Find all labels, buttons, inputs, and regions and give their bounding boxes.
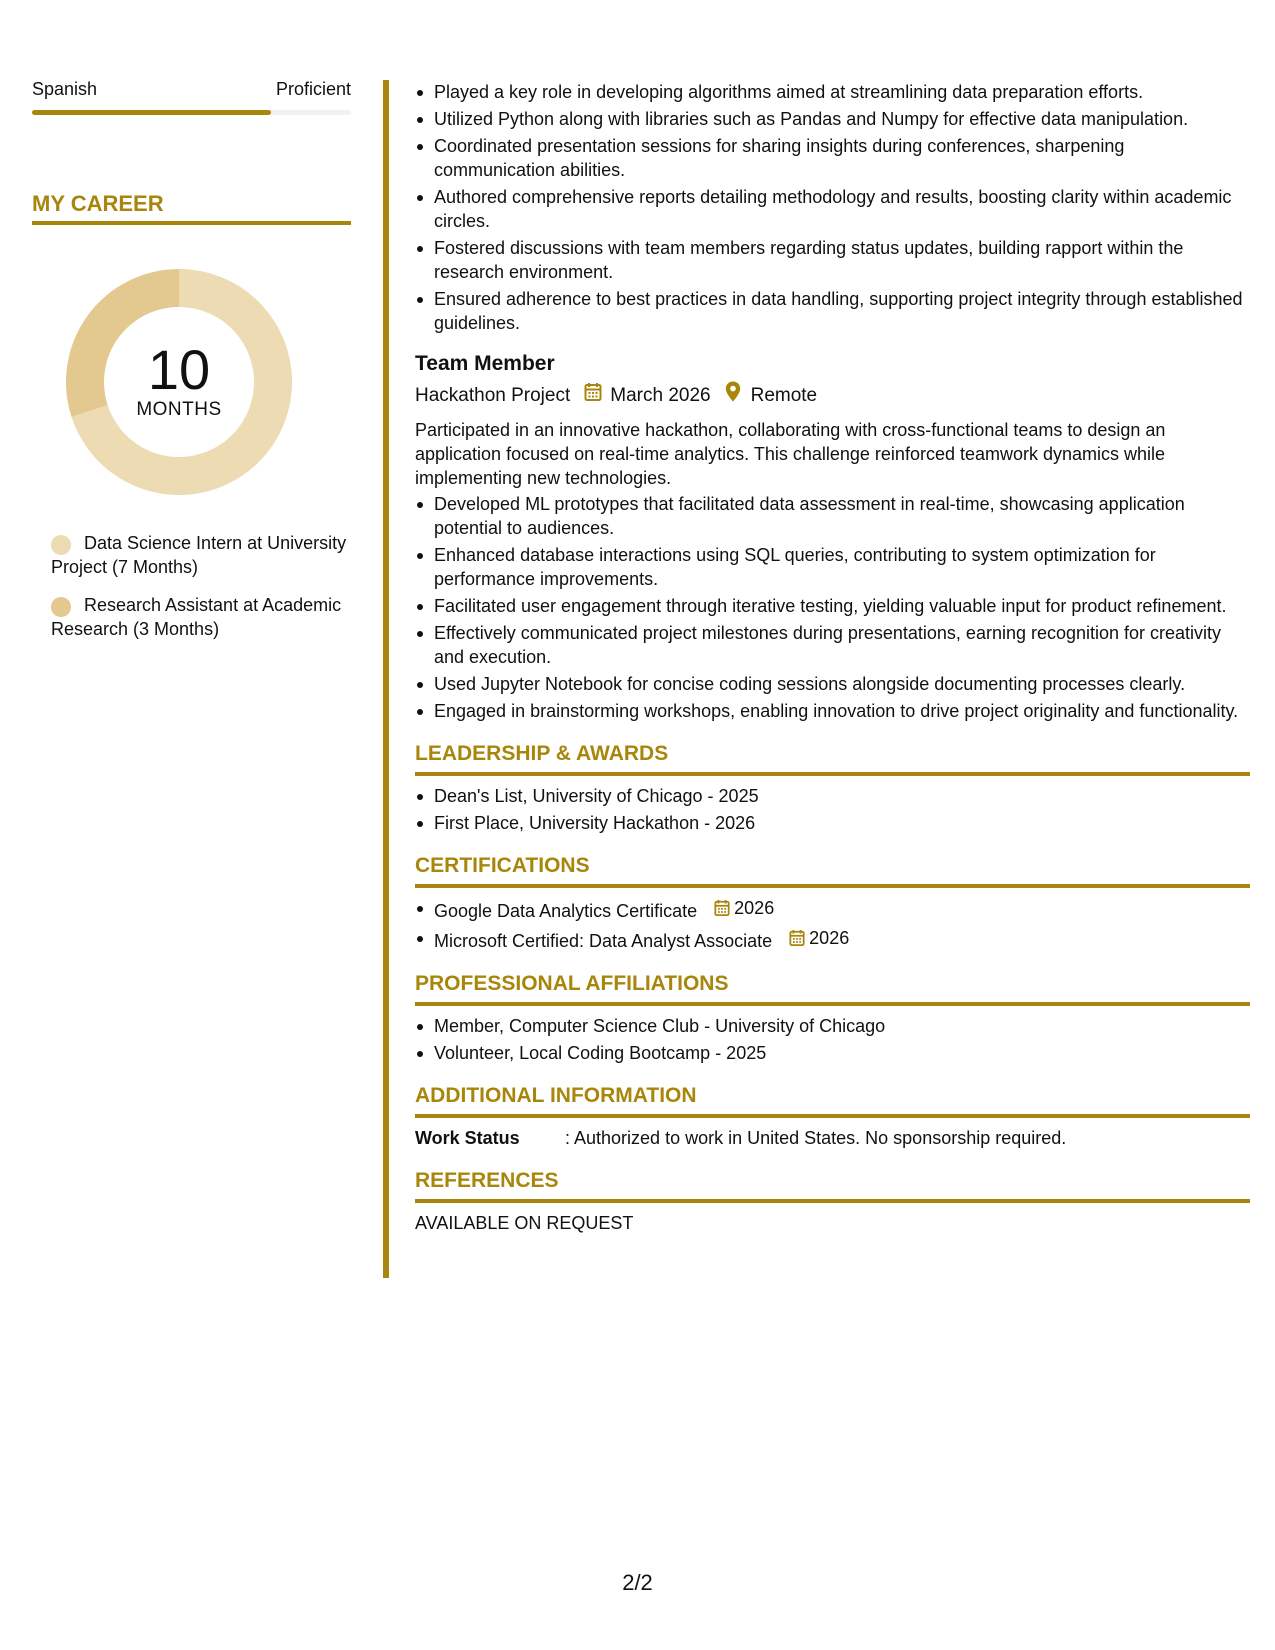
list-item: Ensured adherence to best practices in data handling, supporting project integrity through established guidelines. <box>434 287 1250 335</box>
language-row <box>32 78 351 100</box>
legend-item <box>51 593 351 641</box>
job-title: Team Member <box>415 352 555 375</box>
calendar-icon <box>584 382 602 410</box>
list-item: Effectively communicated project milestones during presentations, earning recognition for creativity and execution. <box>434 621 1250 669</box>
references-text: AVAILABLE ON REQUEST <box>415 1213 634 1233</box>
donut-center <box>66 338 292 421</box>
job-company: Hackathon Project <box>415 384 571 406</box>
legend-item <box>51 531 351 579</box>
list-item: Facilitated user engagement through iterative testing, yielding valuable input for product refinement. <box>434 594 1250 618</box>
cert-name: Microsoft Certified: Data Analyst Associate <box>434 931 773 951</box>
list-item <box>434 896 1250 923</box>
career-donut <box>66 269 292 495</box>
section-title-leadership: LEADERSHIP & AWARDS <box>415 741 1250 776</box>
job-description: Participated in an innovative hackathon, collaborating with cross-functional teams to design an application focused on real-time analytics. This challenge reinforced teamwork dynamics while implementing new technologies. <box>415 420 1166 488</box>
job-meta <box>415 381 1250 410</box>
section-title-certifications: CERTIFICATIONS <box>415 853 1250 888</box>
list-item: Coordinated presentation sessions for sharing insights during conferences, sharpening communication abilities. <box>434 134 1250 182</box>
cert-date <box>789 926 849 950</box>
list-item: Utilized Python along with libraries such as Pandas and Numpy for effective data manipulation. <box>434 107 1250 131</box>
cert-year: 2026 <box>734 898 775 918</box>
list-item <box>434 926 1250 953</box>
list-item: Enhanced database interactions using SQL queries, contributing to system optimization for performance improvements. <box>434 543 1250 591</box>
page-number: 2/2 <box>622 1570 653 1595</box>
section-title-additional: ADDITIONAL INFORMATION <box>415 1083 1250 1118</box>
work-status-label: Work Status <box>415 1128 520 1148</box>
language-level: Proficient <box>275 79 351 99</box>
previous-job-bullets <box>415 80 1250 335</box>
legend-label: Research Assistant at Academic Research (3 Months) <box>51 595 342 639</box>
calendar-icon <box>714 899 730 917</box>
list-item: Member, Computer Science Club - University of Chicago <box>434 1014 1250 1038</box>
list-item: Developed ML prototypes that facilitated data assessment in real-time, showcasing application potential to audiences. <box>434 492 1250 540</box>
career-legend <box>51 531 351 641</box>
legend-label: Data Science Intern at University Project (7 Months) <box>51 533 347 577</box>
section-title-affiliations: PROFESSIONAL AFFILIATIONS <box>415 971 1250 1006</box>
language-name: Spanish <box>32 79 98 99</box>
affiliations-list <box>415 1014 1250 1065</box>
job-location: Remote <box>750 384 818 406</box>
list-item: Authored comprehensive reports detailing methodology and results, boosting clarity within academic circles. <box>434 185 1250 233</box>
certifications-list <box>415 896 1250 953</box>
list-item: Volunteer, Local Coding Bootcamp - 2025 <box>434 1041 1250 1065</box>
right-column <box>415 80 1250 1235</box>
calendar-icon <box>789 929 805 947</box>
section-title-references: REFERENCES <box>415 1168 1250 1203</box>
legend-dot-1 <box>51 597 71 617</box>
list-item: First Place, University Hackathon - 2026 <box>434 811 1250 835</box>
work-status-value: : Authorized to work in United States. No sponsorship required. <box>565 1128 1067 1148</box>
leadership-list <box>415 784 1250 835</box>
language-bar-fill <box>32 110 271 115</box>
language-bar <box>32 110 351 115</box>
map-pin-icon <box>725 381 741 410</box>
list-item: Dean's List, University of Chicago - 2025 <box>434 784 1250 808</box>
list-item: Fostered discussions with team members regarding status updates, building rapport within the research environment. <box>434 236 1250 284</box>
cert-date <box>714 896 774 920</box>
cert-name: Google Data Analytics Certificate <box>434 901 698 921</box>
list-item: Engaged in brainstorming workshops, enabling innovation to drive project originality and functionality. <box>434 699 1250 723</box>
job-bullets <box>415 492 1250 723</box>
career-total-unit: MONTHS <box>136 399 222 420</box>
list-item: Used Jupyter Notebook for concise coding sessions alongside documenting processes clearly. <box>434 672 1250 696</box>
column-divider <box>383 80 389 1278</box>
left-column <box>32 78 351 655</box>
list-item: Played a key role in developing algorithms aimed at streamlining data preparation efforts. <box>434 80 1250 104</box>
career-total-number: 10 <box>147 338 211 401</box>
legend-dot-0 <box>51 535 71 555</box>
cert-year: 2026 <box>809 928 850 948</box>
work-status-row <box>415 1126 1250 1150</box>
career-title: MY CAREER <box>32 191 351 225</box>
job-date: March 2026 <box>610 384 711 406</box>
